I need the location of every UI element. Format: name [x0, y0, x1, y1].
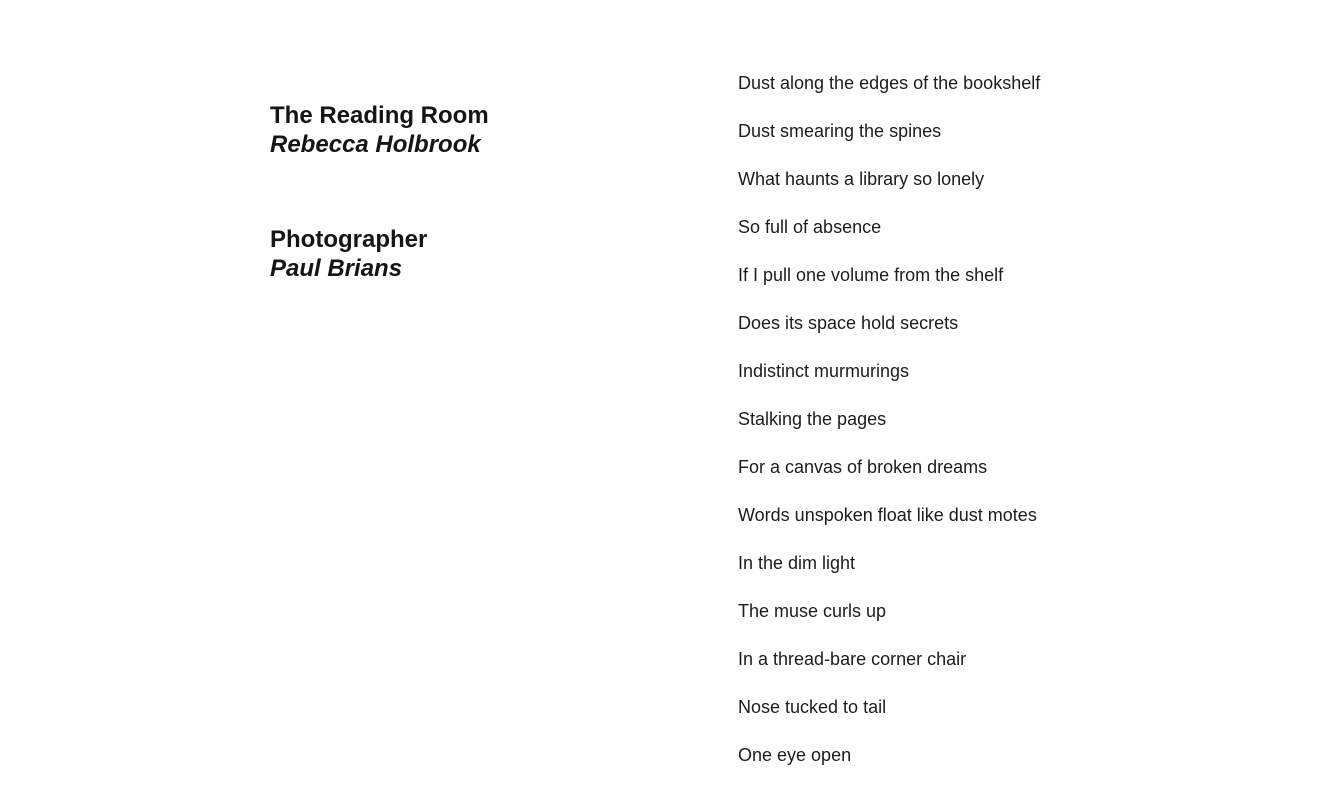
poem-line: The muse curls up [738, 601, 887, 621]
poem-line: Nose tucked to tail [738, 697, 887, 717]
poem-line: Indistinct murmurings [738, 361, 910, 381]
poem-line: In a thread-bare corner chair [738, 649, 967, 669]
credit-name: Paul Brians [270, 255, 403, 282]
poem-line: What haunts a library so lonely [738, 169, 985, 189]
poem-line: If I pull one volume from the shelf [738, 265, 1004, 285]
meta-column [270, 101, 670, 283]
poem-line: In the dim light [738, 553, 856, 573]
poem-line: Does its space hold secrets [738, 313, 959, 333]
poem-title: The Reading Room [270, 102, 489, 129]
poem-line: So full of absence [738, 217, 882, 237]
poem-line: Words unspoken float like dust motes [738, 505, 1037, 525]
poem-body [738, 59, 1218, 779]
poem-line: One eye open [738, 745, 852, 765]
poem-author: Rebecca Holbrook [270, 131, 481, 158]
poem-line: Dust smearing the spines [738, 121, 942, 141]
poem-line: Stalking the pages [738, 409, 887, 429]
poem-line: For a canvas of broken dreams [738, 457, 988, 477]
credit-block [270, 225, 670, 283]
title-block [270, 101, 670, 159]
credit-role: Photographer [270, 226, 428, 253]
poem-line: Dust along the edges of the bookshelf [738, 73, 1041, 93]
